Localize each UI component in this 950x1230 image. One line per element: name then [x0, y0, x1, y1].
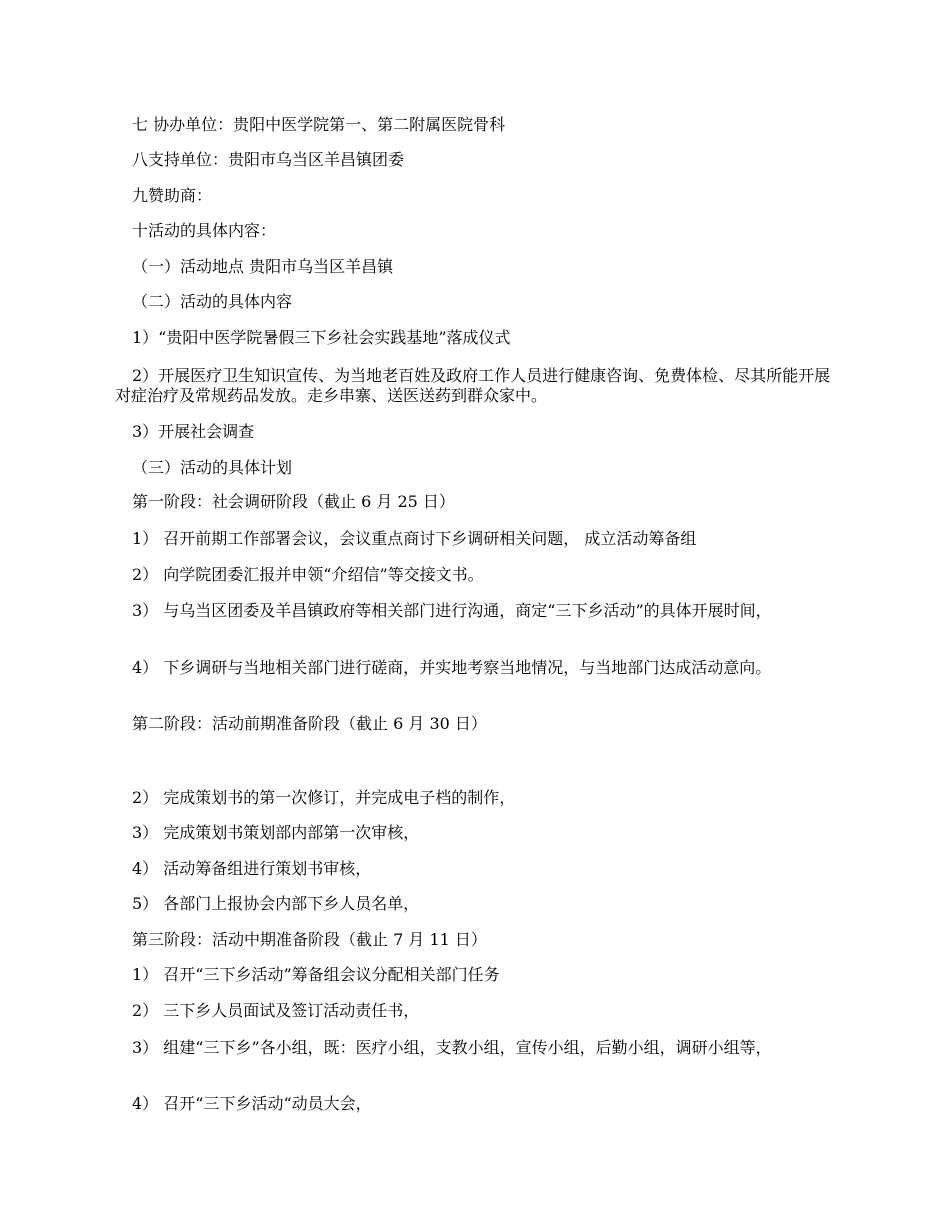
para-stage1-item-3: 3） 与乌当区团委及羊昌镇政府等相关部门进行沟通，商定“三下乡活动”的具体开展时间，: [132, 601, 772, 620]
line-stage1-item-1: 1） 召开前期工作部署会议，会议重点商讨下乡调研相关问题， 成立活动筹备组: [132, 529, 697, 548]
line-content-subheading: （二）活动的具体内容: [132, 292, 293, 311]
line-content-heading: 十活动的具体内容：: [132, 221, 277, 240]
line-co-organizer: 七 协办单位：贵阳中医学院第一、第二附属医院骨科: [132, 115, 506, 134]
line-stage2-item-3: 3） 完成策划书策划部内部第一次审核，: [132, 823, 420, 842]
line-item-3: 3）开展社会调查: [132, 422, 255, 441]
line-stage-3: 第三阶段：活动中期准备阶段（截止 7 月 11 日）: [132, 930, 487, 949]
line-location: （一）活动地点 贵阳市乌当区羊昌镇: [132, 257, 394, 276]
line-stage2-item-5: 5） 各部门上报协会内部下乡人员名单，: [132, 894, 420, 913]
line-stage2-item-4: 4） 活动筹备组进行策划书审核，: [132, 859, 372, 878]
line-stage2-item-2: 2） 完成策划书的第一次修订，并完成电子档的制作，: [132, 788, 516, 807]
line-stage-1: 第一阶段：社会调研阶段（截止 6 月 25 日）: [132, 492, 455, 511]
para-item-2: 2）开展医疗卫生知识宣传、为当地老百姓及政府工作人员进行健康咨询、免费体检、尽其所能开展对症治疗及常规药品发放。走乡串寨、送医送药到群众家中。: [115, 366, 831, 405]
line-stage1-item-2: 2） 向学院团委汇报并申领“介绍信”等交接文书。: [132, 565, 484, 584]
line-plan-heading: （三）活动的具体计划: [132, 458, 293, 477]
line-stage3-item-4: 4） 召开“三下乡活动“动员大会，: [132, 1094, 372, 1113]
line-stage3-item-2: 2） 三下乡人员面试及签订活动责任书，: [132, 1001, 420, 1020]
line-sponsor: 九赞助商：: [132, 186, 213, 205]
line-supporter: 八支持单位：贵阳市乌当区羊昌镇团委: [132, 150, 405, 169]
para-stage3-item-3: 3） 组建“三下乡”各小组，既：医疗小组，支教小组，宣传小组，后勤小组，调研小组等，: [132, 1038, 772, 1057]
line-stage-2: 第二阶段：活动前期准备阶段（截止 6 月 30 日）: [132, 714, 487, 733]
line-stage3-item-1: 1） 召开“三下乡活动”筹备组会议分配相关部门任务: [132, 965, 500, 984]
line-item-1: 1）“贵阳中医学院暑假三下乡社会实践基地”落成仪式: [132, 328, 511, 347]
para-stage1-item-4: 4） 下乡调研与当地相关部门进行磋商，并实地考察当地情况，与当地部门达成活动意向。: [132, 658, 772, 677]
